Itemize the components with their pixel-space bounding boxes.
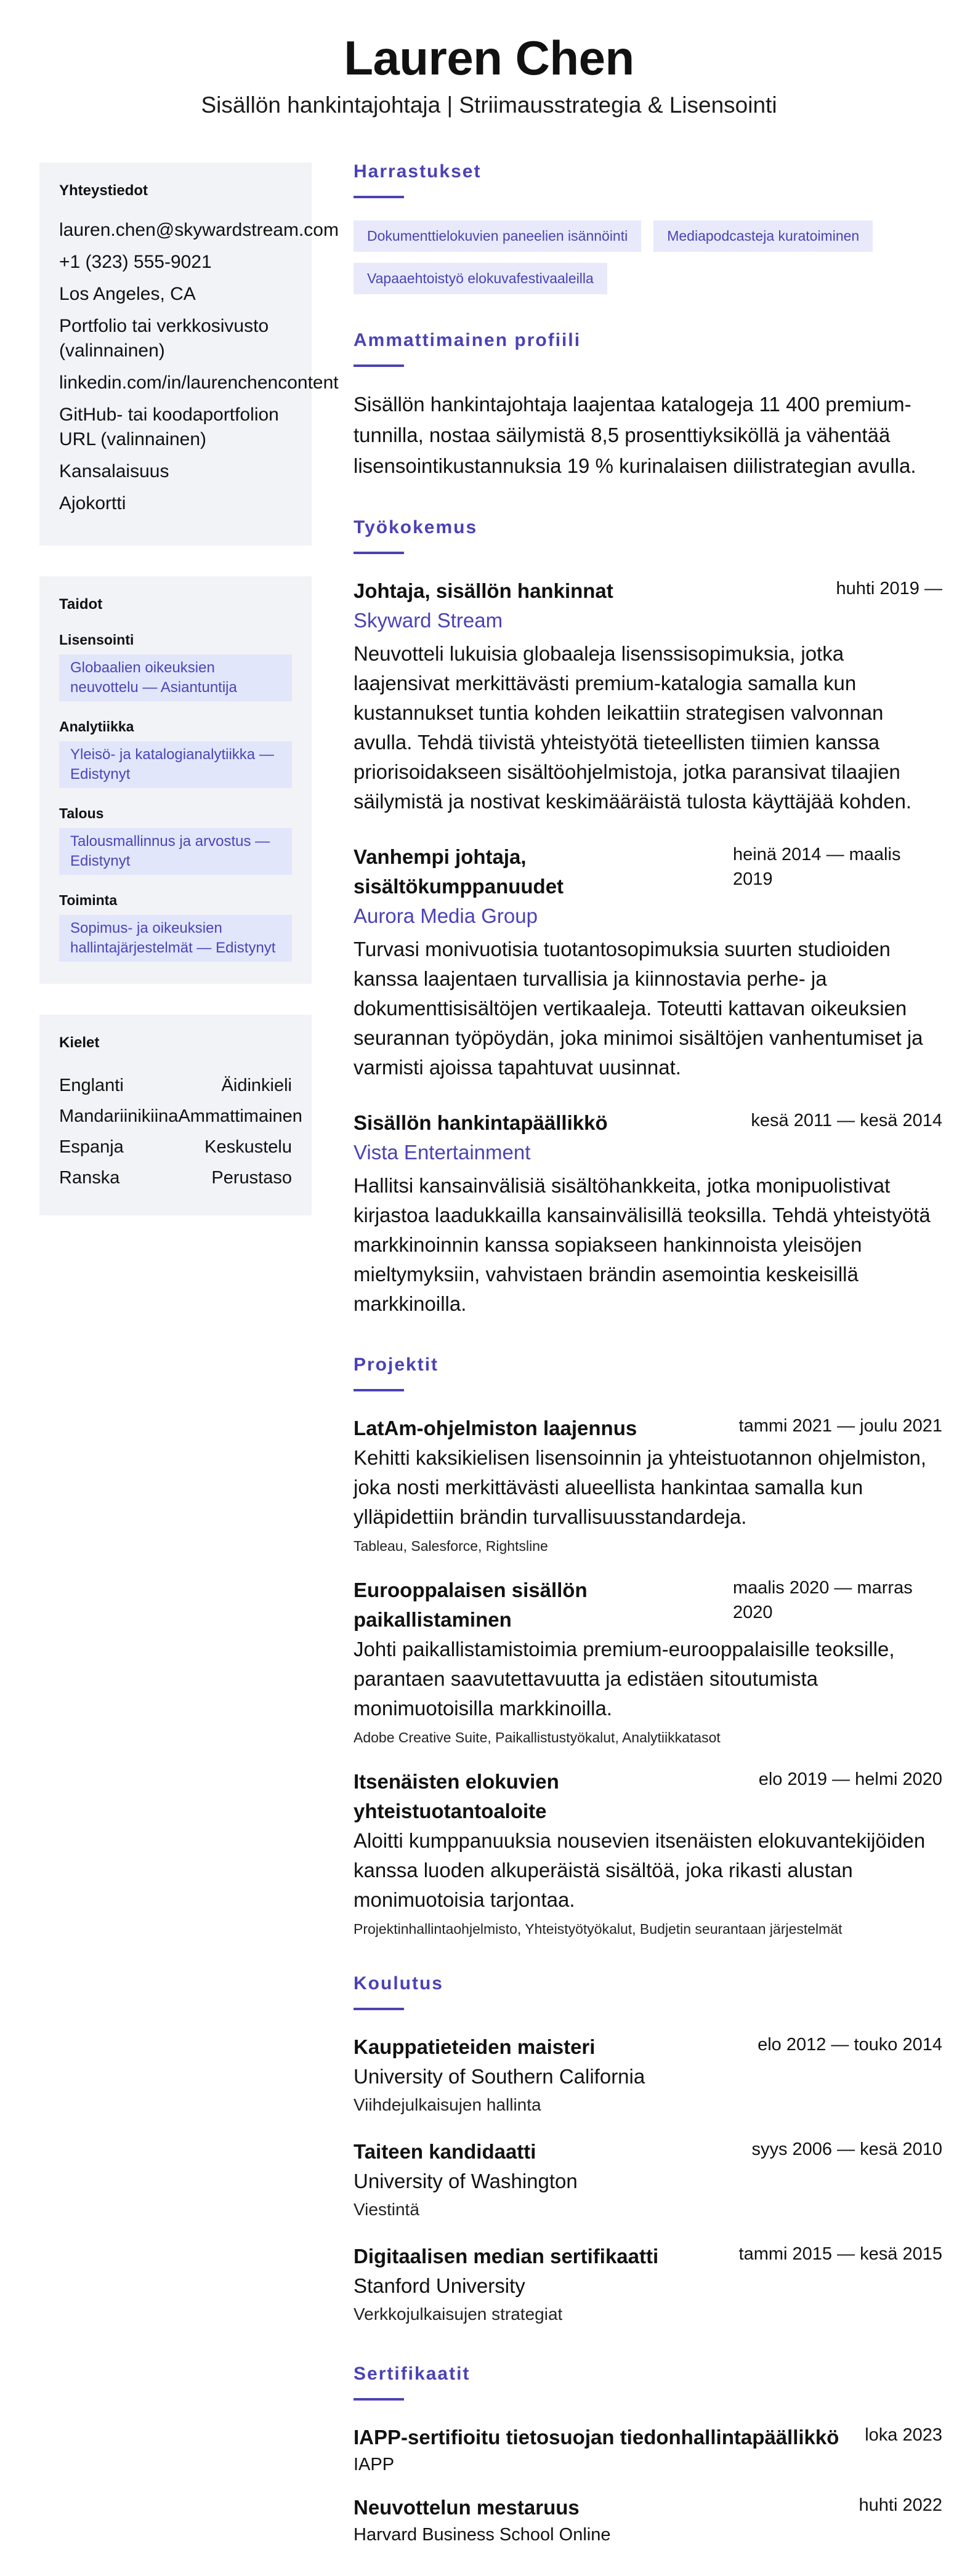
hobby-tag: Dokumenttielokuvien paneelien isännöinti (354, 220, 641, 252)
company-name: Vista Entertainment (354, 1141, 531, 1164)
job-title: Johtaja, sisällön hankinnat (354, 579, 613, 602)
experience-section (354, 517, 942, 1319)
job-title: Sisällön hankintapäällikkö (354, 1111, 608, 1134)
field-of-study: Viestintä (354, 2200, 419, 2219)
field-of-study: Viihdejulkaisujen hallinta (354, 2095, 541, 2114)
contact-github[interactable]: GitHub- tai koodaportfolion URL (valinnainen) (59, 405, 279, 449)
job-date: huhti 2019 — (836, 579, 942, 598)
language-level: Keskustelu (204, 1137, 292, 1157)
project-date: elo 2019 — helmi 2020 (758, 1769, 942, 1789)
language-row (59, 1101, 302, 1132)
contact-portfolio[interactable]: Portfolio tai verkkosivusto (valinnainen) (59, 316, 269, 361)
section-divider (354, 196, 404, 198)
education-entry (354, 2242, 942, 2328)
job-description: Neuvotteli lukuisia globaaleja lisenssisopimuksia, jotka laajensivat merkittävästi premium-katalogia samalla kun kustannukset tuntia kohden leikattiin strategisen valvonnan avulla. Tehdä tiivistä yhteistyötä tieteellisten tiimien kanssa priorisoidakseen sisältöohjelmistoja, jotka paransivat tilaajien säilymistä ja nostivat keskimääräistä tulosta käyttäjää kohden. (354, 642, 912, 813)
company-name: Aurora Media Group (354, 904, 538, 927)
section-title: Sertifikaatit (354, 2364, 471, 2384)
section-title: Projektit (354, 1354, 439, 1375)
skills-title: Taidot (59, 596, 103, 613)
job-description: Turvasi monivuotisia tuotantosopimuksia suurten studioiden kanssa laajentaen turvallisia ja kiinnostavia perhe- ja dokumenttisisältöjen vertikaaleja. Toteutti kattavan oikeuksien seurannan työpöydän, joka minimoi sisältöjen vanhentumiset ja varmisti ajoissa tapahtuvat uusinnat. (354, 938, 923, 1079)
contact-phone[interactable]: +1 (323) 555-9021 (59, 252, 212, 272)
contact-drivers-license: Ajokortti (59, 493, 126, 513)
contact-email[interactable]: lauren.chen@skywardstream.com (59, 220, 339, 240)
certification-date: huhti 2022 (859, 2495, 942, 2515)
language-name: Englanti (59, 1076, 124, 1095)
project-description: Aloitti kumppanuuksia nousevien itsenäisten elokuvantekijöiden kanssa luoden alkuperäistä sisältöä, joka rikasti alustan monimuotoisia tarjontaa. (354, 1829, 926, 1911)
skill-name: Lisensointi (59, 632, 134, 648)
skill-badge: Yleisö- ja katalogianalytiikka — Edistynyt (59, 741, 292, 788)
degree-name: Digitaalisen median sertifikaatti (354, 2245, 659, 2268)
project-tools: Adobe Creative Suite, Paikallistustyökalut, Analytiikkatasot (354, 1729, 721, 1745)
project-title: Itsenäisten elokuvien yhteistuotantoaloite (354, 1770, 559, 1822)
company-name: Skyward Stream (354, 609, 503, 632)
project-entry (354, 1767, 942, 1938)
degree-name: Taiteen kandidaatti (354, 2140, 536, 2163)
certification-date: loka 2023 (865, 2425, 942, 2445)
projects-section (354, 1354, 942, 1938)
language-name: Ranska (59, 1168, 120, 1188)
project-entry (354, 1576, 942, 1746)
certification-issuer: IAPP (354, 2455, 395, 2474)
skills-card (39, 576, 312, 984)
education-entry (354, 2137, 942, 2223)
project-title: Eurooppalaisen sisällön paikallistaminen (354, 1579, 588, 1631)
section-title: Koulutus (354, 1973, 443, 1994)
certifications-section (354, 2364, 942, 2547)
skill-badge: Talousmallinnus ja arvostus — Edistynyt (59, 828, 292, 875)
candidate-name: Lauren Chen (344, 31, 634, 85)
section-divider (354, 2008, 404, 2010)
certification-entry (354, 2493, 942, 2547)
job-title: Vanhempi johtaja, sisältökumppanuudet (354, 845, 564, 898)
project-description: Kehitti kaksikielisen lisensoinnin ja yhteistuotannon ohjelmiston, joka nosti merkittävästi alueellista hankintaa samalla kun ylläpidettiin brändin turvallisuusstandardeja. (354, 1446, 927, 1528)
languages-card (39, 1015, 312, 1215)
contact-card (39, 163, 339, 545)
institution-name: University of Washington (354, 2170, 578, 2192)
project-title: LatAm-ohjelmiston laajennus (354, 1417, 637, 1439)
experience-entry (354, 842, 942, 1082)
experience-entry (354, 1108, 942, 1319)
language-row (59, 1162, 292, 1193)
certification-entry (354, 2423, 942, 2477)
skill-badge: Sopimus- ja oikeuksien hallintajärjestelmät — Edistynyt (59, 915, 292, 962)
job-date: heinä 2014 — maalis 2019 (733, 845, 901, 889)
education-entry (354, 2032, 942, 2119)
languages-title: Kielet (59, 1034, 100, 1051)
education-section (354, 1973, 942, 2328)
degree-name: Kauppatieteiden maisteri (354, 2035, 596, 2058)
project-date: tammi 2021 — joulu 2021 (738, 1416, 942, 1436)
hobby-tags (354, 220, 942, 294)
project-entry (354, 1414, 942, 1555)
sidebar (39, 163, 339, 1246)
hobby-tag: Vapaaehtoistyö elokuvafestivaaleilla (354, 263, 607, 294)
institution-name: University of Southern California (354, 2065, 645, 2088)
language-level: Perustaso (211, 1168, 292, 1188)
language-name: Espanja (59, 1137, 124, 1157)
skill-group (59, 718, 292, 788)
skill-group (59, 892, 292, 962)
field-of-study: Verkkojulkaisujen strategiat (354, 2304, 563, 2324)
skill-badge: Globaalien oikeuksien neuvottelu — Asiantuntija (59, 654, 292, 701)
contact-location: Los Angeles, CA (59, 284, 196, 304)
language-name: Mandariinikiina (59, 1106, 179, 1126)
skill-name: Analytiikka (59, 718, 134, 735)
language-level: Äidinkieli (221, 1076, 292, 1095)
language-row (59, 1132, 292, 1162)
contact-citizenship: Kansalaisuus (59, 461, 169, 481)
skill-name: Talous (59, 805, 104, 821)
section-divider (354, 2398, 404, 2401)
language-row (59, 1070, 292, 1101)
hobbies-section (354, 161, 942, 294)
certification-issuer: Harvard Business School Online (354, 2525, 611, 2545)
experience-entry (354, 576, 942, 816)
section-title: Ammattimainen profiili (354, 330, 581, 350)
education-date: tammi 2015 — kesä 2015 (738, 2244, 942, 2264)
contact-title: Yhteystiedot (59, 182, 148, 199)
profile-section (354, 330, 942, 481)
main-column (354, 161, 942, 2547)
project-tools: Tableau, Salesforce, Rightsline (354, 1538, 548, 1554)
contact-linkedin[interactable]: linkedin.com/in/laurenchencontent (59, 372, 339, 393)
profile-text: Sisällön hankintajohtaja laajentaa katalogeja 11 400 premium-tunnilla, nostaa säilymistä 8,5 prosenttiyksiköllä ja vähentää lisensointikustannuksia 19 % kurinalaisen diilistrategian avulla. (354, 393, 916, 477)
resume-header (0, 32, 978, 118)
skill-name: Toiminta (59, 892, 118, 908)
section-title: Työkokemus (354, 517, 478, 537)
candidate-title: Sisällön hankintajohtaja | Striimausstrategia & Lisensointi (201, 92, 777, 118)
hobby-tag: Mediapodcasteja kuratoiminen (653, 220, 873, 252)
education-date: syys 2006 — kesä 2010 (751, 2139, 942, 2159)
institution-name: Stanford University (354, 2274, 525, 2297)
education-date: elo 2012 — touko 2014 (758, 2035, 942, 2055)
skill-group (59, 805, 292, 875)
job-date: kesä 2011 — kesä 2014 (751, 1111, 942, 1130)
section-divider (354, 552, 404, 554)
job-description: Hallitsi kansainvälisiä sisältöhankkeita, jotka monipuolistivat kirjastoa laadukkailla kansainvälisillä teoksilla. Tehdä yhteistyötä markkinoinnin kanssa sopiakseen hankinnoista yleisöjen mieltymyksiin, vahvistaen brändin asemointia keskeisillä markkinoilla. (354, 1174, 931, 1315)
project-tools: Projektinhallintaohjelmisto, Yhteistyötyökalut, Budjetin seurantaan järjestelmät (354, 1921, 843, 1937)
section-divider (354, 1389, 404, 1391)
project-date: maalis 2020 — marras 2020 (733, 1578, 913, 1622)
project-description: Johti paikallistamistoimia premium-eurooppalaisille teoksille, parantaen saavutettavuutta ja edistäen sitoutumista monimuotoisilla markkinoilla. (354, 1638, 895, 1720)
certification-name: IAPP-sertifioitu tietosuojan tiedonhallintapäällikkö (354, 2426, 839, 2449)
section-divider (354, 364, 404, 367)
language-level: Ammattimainen (178, 1106, 302, 1126)
section-title: Harrastukset (354, 161, 482, 182)
certification-name: Neuvottelun mestaruus (354, 2496, 580, 2519)
skill-group (59, 632, 292, 701)
